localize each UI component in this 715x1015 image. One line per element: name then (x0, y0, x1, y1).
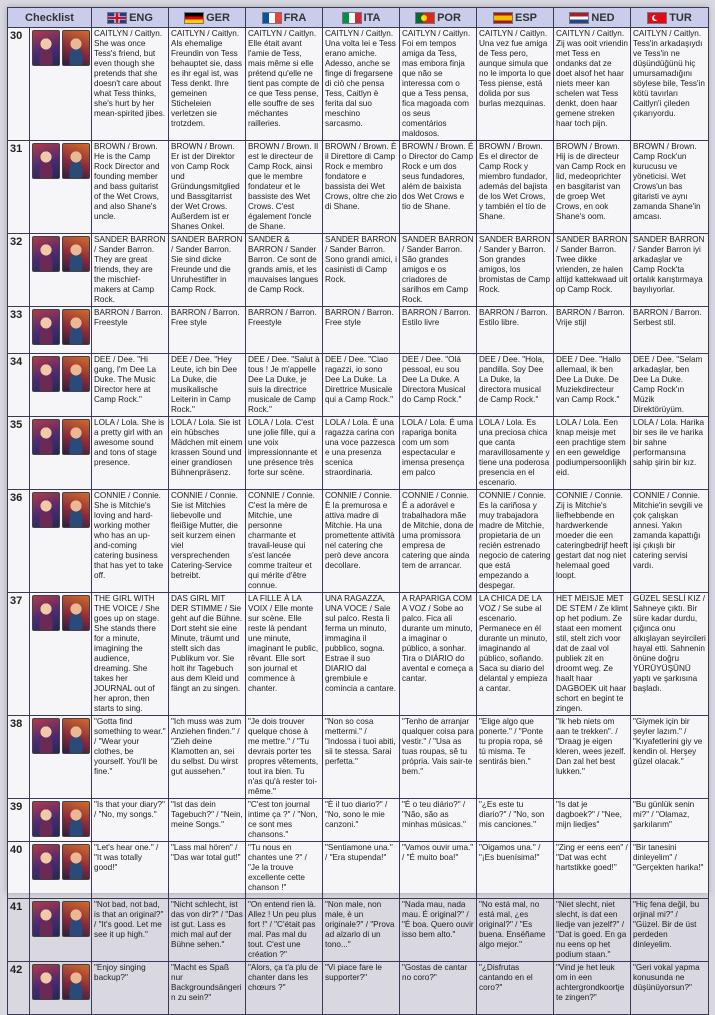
description-por: "É o teu diário?" / "Não, são as minhas músicas." (400, 799, 477, 842)
description-ita: "È il tuo diario?" / "No, sono le mie canzoni." (323, 799, 400, 842)
table-row (8, 593, 709, 716)
description-ita: BARRON / Barron. Free style (323, 307, 400, 354)
description-ger: CONNIE / Connie. Sie ist Mitchies liebevolle und fleißige Mutter, die seit kurzem einen viel versprechenden Catering-Service betreibt. (169, 490, 246, 593)
card-images (30, 899, 92, 962)
card-number: 35 (8, 417, 30, 490)
description-ned: "Ik heb niets om aan te trekken". / "Draag je eigen kleren, wees jezelf. Dan zal het best lukken." (554, 716, 631, 799)
card-front-thumbnail (32, 595, 60, 631)
spain-flag-icon (493, 12, 513, 24)
card-number: 30 (8, 28, 30, 141)
description-por: CONNIE / Connie. É a adorável e trabalhadora mãe de Mitchie, dona de uma promissora empresa de catering que ainda tem de arrancar. (400, 490, 477, 593)
lang-code: TUR (669, 11, 692, 24)
checklist-title: Checklist (25, 11, 74, 24)
description-eng: CONNIE / Connie. She is Mitchie's loving and hard-working mother who has an up-and-coming catering business that has yet to take off. (92, 490, 169, 593)
description-por: "Nada mau, nada mau. É original?" / "É boa. Quero ouvir isso bem alto." (400, 899, 477, 962)
description-esp: SANDER BARRON / Sander y Barron. Son grandes amigos, los bromistas de Camp Rock. (477, 234, 554, 307)
card-back-thumbnail (62, 236, 90, 272)
description-eng: "Is that your diary?" / "No, my songs." (92, 799, 169, 842)
lang-code: NED (591, 11, 615, 24)
table-row (8, 354, 709, 417)
description-por: "Tenho de arranjar qualquer coisa para vestir." / "Usa as tuas roupas, sê tu própria. Vais sair-te bem." (400, 716, 477, 799)
table-row (8, 234, 709, 307)
card-number: 38 (8, 716, 30, 799)
description-esp: BROWN / Brown. Es el director de Camp Rock y miembro fundador, además del bajista de los Wet Crows, y también el tío de Shane. (477, 141, 554, 234)
description-ned: DEE / Dee. "Hallo allemaal, ik ben Dee La Duke. De Muziekdirecteur van Camp Rock." (554, 354, 631, 417)
description-fra: BROWN / Brown. Il est le directeur de Camp Rock, ainsi que le membre fondateur et le bassiste des Wet Crows. C'est également l'oncle de Shane. (246, 141, 323, 234)
lang-header-fra (246, 8, 323, 28)
table-row (8, 962, 709, 1015)
card-back-thumbnail (62, 964, 90, 1000)
description-por: A RAPARIGA COM A VOZ / Sobe ao palco. Fica ali durante um minuto, a imaginar o público, a sonhar. Tira o DIÁRIO do avental e começa a cantar. (400, 593, 477, 716)
lang-header-ita (323, 8, 400, 28)
card-back-thumbnail (62, 595, 90, 631)
description-esp: "¿Disfrutas cantando en el coro?" (477, 962, 554, 1015)
description-por: "Vamos ouvir uma." / "É muito boa!" (400, 842, 477, 899)
description-fra: "Je dois trouver quelque chose à me mettre." / "Tu devrais porter tes propres vêtements, tout ira bien. Tu n'as qu'à rester toi-même." (246, 716, 323, 799)
description-tur: "Bir tanesini dinleyelim" / "Gerçekten harika!" (631, 842, 709, 899)
netherlands-flag-icon (569, 12, 589, 24)
table-row (8, 799, 709, 842)
table-row (8, 141, 709, 234)
description-por: DEE / Dee. "Olá pessoal, eu sou Dee La Duke. A Directora Musical do Camp Rock." (400, 354, 477, 417)
description-tur: CONNIE / Connie. Mitchie'in sevgili ve çok çalışkan annesi. Yakın zamanda kapattığı işi çıkışlı bir catering servisi vardı. (631, 490, 709, 593)
description-fra: "On entend rien là. Allez ! Un peu plus fort !" / "C'était pas mal. Pas mal du tout. C'est une création ?" (246, 899, 323, 962)
description-fra: "C'est ton journal intime ça ?" / "Non, ce sont mes chansons." (246, 799, 323, 842)
description-fra: "Tu nous en chantes une ?" / "Je la trouve excellente cette chanson !" (246, 842, 323, 899)
card-images (30, 234, 92, 307)
card-number: 39 (8, 799, 30, 842)
description-ger: DEE / Dee. "Hey Leute, ich bin Dee La Duke, die musikalische Leiterin in Camp Rock." (169, 354, 246, 417)
table-row (8, 899, 709, 962)
description-esp: "Oigamos una." / "¡Es buenísima!" (477, 842, 554, 899)
card-front-thumbnail (32, 236, 60, 272)
description-por: CAITLYN / Caitlyn. Foi em tempos amiga da Tess, mas embora finja que não se interessa com o que a Tess pensa, fica magoada com os seus comentários maldosos. (400, 28, 477, 141)
card-number: 41 (8, 899, 30, 962)
checklist-body (8, 28, 709, 1015)
description-fra: LA FILLE À LA VOIX / Elle monte sur scène. Elle reste là pendant une minute, imaginant le public, rêvant. Elle sort son journal et commence à chanter. (246, 593, 323, 716)
description-ita: UNA RAGAZZA, UNA VOCE / Sale sul palco. Resta lì ferma un minuto, immagina il pubblico, sogna. Estrae il suo DIARIO dal grembiule e comincia a cantare. (323, 593, 400, 716)
description-ned: HET MEISJE MET DE STEM / Ze klimt op het podium. Ze staat een moment stil, stelt zich voor dat de zaal vol publiek zit en droomt weg. Ze haalt haar DAGBOEK uit haar schort en begint te zingen. (554, 593, 631, 716)
card-images (30, 28, 92, 141)
lang-header-eng (92, 8, 169, 28)
card-front-thumbnail (32, 964, 60, 1000)
description-ita: LOLA / Lola. È una ragazza carina con una voce pazzesca e una presenza scenica straordinaria. (323, 417, 400, 490)
card-number: 37 (8, 593, 30, 716)
table-row (8, 307, 709, 354)
description-fra: "Alors, ça t'a plu de chanter dans les chœurs ?" (246, 962, 323, 1015)
card-back-thumbnail (62, 309, 90, 345)
description-ger: LOLA / Lola. Sie ist ein hübsches Mädchen mit einem krassen Sound und einer grandiosen Bühnenpräsenz. (169, 417, 246, 490)
title-cell (8, 8, 92, 28)
description-eng: "Not bad, not bad, is that an original?" / "It's good. Let me see it up high." (92, 899, 169, 962)
description-ned: BROWN / Brown. Hij is de directeur van Camp Rock en lid, medeoprichter en basgitarist van de groep Wet Crows, en ook Shane's oom. (554, 141, 631, 234)
description-fra: CONNIE / Connie. C'est la mère de Mitchie, une personne charmante et travail-leuse qui s'est lancée comme traiteur et qui mérite d'être connue. (246, 490, 323, 593)
description-ita: BROWN / Brown. È il Direttore di Camp Rock e membro fondatore e bassista dei Wet Crows, oltre che zio di Shane. (323, 141, 400, 234)
lang-header-ger (169, 8, 246, 28)
description-esp: LA CHICA DE LA VOZ / Se sube al escenario. Permanece en él durante un minuto, imaginando al público, soñando. Saca su diario del delantal y empieza a cantar. (477, 593, 554, 716)
description-tur: SANDER BARRON / Sander Barron iyi arkadaşlar ve Camp Rock'ta ortalık karıştırmaya bayılıyorlar. (631, 234, 709, 307)
description-esp: BARRON / Barron. Estilo libre. (477, 307, 554, 354)
description-fra: CAITLYN / Caitlyn. Elle était avant l'amie de Tess, mais même si elle prétend qu'elle ne tient pas compte de ce que Tess pense, elle souffre de ses méchantes railleries. (246, 28, 323, 141)
description-por: "Gostas de cantar no coro?" (400, 962, 477, 1015)
description-eng: SANDER BARRON / Sander Barron. They are great friends, they are the mischief-makers at Camp Rock. (92, 234, 169, 307)
description-por: BROWN / Brown. É o Director do Camp Rock e um dos seus fundadores, além de baixista dos Wet Crows e tio de Shane. (400, 141, 477, 234)
description-fra: DEE / Dee. "Salut à tous ! Je m'appelle Dee La Duke, je suis la directrice musicale de Camp Rock." (246, 354, 323, 417)
description-tur: "Bu günlük senin mi?" / "Olamaz, şarkılarım" (631, 799, 709, 842)
card-images (30, 417, 92, 490)
lang-header-tur (631, 8, 709, 28)
lang-code: ENG (129, 11, 153, 24)
card-front-thumbnail (32, 419, 60, 455)
description-esp: CONNIE / Connie. Es la cariñosa y muy trabajadora madre de Mitchie, propietaria de un recién estrenado negocio de catering que está empezando a despegar. (477, 490, 554, 593)
description-ita: CONNIE / Connie. È la premurosa e attiva madre di Mitchie. Ha una promettente attività nel catering che però deve ancora decollare. (323, 490, 400, 593)
description-tur: BROWN / Brown. Camp Rock'un kurucusu ve yöneticisi. Wet Crows'un bas gitaristi ve aynı zamanda Shane'in amcası. (631, 141, 709, 234)
card-images (30, 307, 92, 354)
description-ned: LOLA / Lola. Een knap meisje met een prachtige stem en een geweldige podiumpersoonlijkheid. (554, 417, 631, 490)
description-ned: "Niet slecht, niet slecht, is dat een liedje van jezelf?" / "Dat is goed. En ga nu eens op het podium staan." (554, 899, 631, 962)
card-images (30, 141, 92, 234)
description-ned: CONNIE / Connie. Zij is Mitchie's liefhebbende en hardwerkende moeder die een cateringbedrijf heeft gestart dat nog niet helemaal goed loopt. (554, 490, 631, 593)
description-esp: LOLA / Lola. Es una preciosa chica que canta maravillosamente y tiene una poderosa presencia en el escenario. (477, 417, 554, 490)
description-ned: "Is dat je dagboek?" / "Nee, mijn liedjes" (554, 799, 631, 842)
description-esp: CAITLYN / Caitlyn. Una vez fue amiga de Tess pero, aunque simula que no le importa lo que Tess piense, está dolida por sus burlas mezquinas. (477, 28, 554, 141)
description-eng: "Gotta find something to wear." / "Wear your clothes, be yourself. You'll be fine." (92, 716, 169, 799)
description-tur: GÜZEL SESLİ KIZ / Sahneye çıktı. Bir süre kadar durdu, çığınca onu alkışlayan seyircileri hayal etti. Sahnenin önüne doğru YÜRÜYÜŞÜNÜ yaptı ve şarkısına başladı. (631, 593, 709, 716)
description-esp: "No está mal, no está mal, ¿es original?" / "Es buena. Enséñame algo mejor." (477, 899, 554, 962)
description-eng: "Let's hear one." / "It was totally good!" (92, 842, 169, 899)
france-flag-icon (262, 12, 282, 24)
lang-code: FRA (283, 11, 307, 24)
description-fra: LOLA / Lola. C'est une jolie fille, qui a une voix impressionnante et une présence très forte sur scène. (246, 417, 323, 490)
description-ita: SANDER BARRON / Sander Barron. Sono grandi amici, i casinisti di Camp Rock. (323, 234, 400, 307)
card-number: 32 (8, 234, 30, 307)
turkey-flag-icon (647, 12, 667, 24)
description-por: SANDER BARRON / Sander Barron. São grandes amigos e os criadores de sarilhos em Camp Rock. (400, 234, 477, 307)
card-images (30, 593, 92, 716)
description-eng: BARRON / Barron. Freestyle (92, 307, 169, 354)
card-back-thumbnail (62, 356, 90, 392)
description-tur: "Hiç fena değil, bu orjinal mi?" / "Güzel. Bir de üst perdeden dinleyelim. (631, 899, 709, 962)
description-ger: SANDER BARRON / Sander Barron. Sie sind dicke Freunde und die Unruhestifter in Camp Rock. (169, 234, 246, 307)
description-ita: "Vi piace fare le supporter?" (323, 962, 400, 1015)
checklist-table (7, 7, 709, 1015)
description-ita: "Sentiamone una." / "Era stupenda!" (323, 842, 400, 899)
card-front-thumbnail (32, 143, 60, 179)
description-tur: "Geri vokal yapma konusunda ne düşünüyorsun?" (631, 962, 709, 1015)
description-eng: CAITLYN / Caitlyn. She was once Tess's friend, but even though she pretends that she doesn't care about what Tess thinks, she's hurt by her mean-spirited jibes. (92, 28, 169, 141)
lang-code: POR (437, 11, 461, 24)
description-ger: CAITLYN / Caitlyn. Als ehemalige Freundin von Tess behauptet sie, dass es ihr egal ist, was Tess denkt. Ihre gemeinen Sticheleien verletzen sie trotzdem. (169, 28, 246, 141)
lang-header-esp (477, 8, 554, 28)
description-ita: CAITLYN / Caitlyn. Una volta lei e Tess erano amiche. Adesso, anche se finge di fregarsene di ciò che pensa Tess, Caitlyn è ferita dal suo meschino sarcasmo. (323, 28, 400, 141)
card-number: 31 (8, 141, 30, 234)
lang-code: ESP (515, 11, 538, 24)
card-front-thumbnail (32, 801, 60, 837)
description-ger: DAS GIRL MIT DER STIMME / Sie geht auf die Bühne. Dort steht sie eine Minute, träumt und stellt sich das Publikum vor. Sie holt ihr Tagebuch aus dem Kleid und fängt an zu singen. (169, 593, 246, 716)
card-images (30, 962, 92, 1015)
description-tur: LOLA / Lola. Harika bir ses ile ve harika bir sahne performansına sahip şirin bir kız. (631, 417, 709, 490)
description-ger: "Nicht schlecht, ist das von dir?" / "Das ist gut. Lass es mich mal auf der Bühne sehen." (169, 899, 246, 962)
description-eng: BROWN / Brown. He is the Camp Rock Director and founding member and bass guitarist of the Wet Crows, and also Shane's uncle. (92, 141, 169, 234)
description-ger: BROWN / Brown. Er ist der Direktor von Camp Rock und Gründungsmitglied und Bassgitarrist der Wet Crows. Außerdem ist er Shanes Onkel. (169, 141, 246, 234)
description-eng: LOLA / Lola. She is a pretty girl with an awesome sound and tons of stage presence. (92, 417, 169, 490)
card-front-thumbnail (32, 901, 60, 937)
card-back-thumbnail (62, 30, 90, 66)
description-por: LOLA / Lola. É uma rapariga bonita com um som espectacular e imensa presença em palco (400, 417, 477, 490)
card-back-thumbnail (62, 419, 90, 455)
lang-code: GER (206, 11, 230, 24)
description-esp: "¿Es este tu diario?" / "No, son mis canciones." (477, 799, 554, 842)
description-ned: CAITLYN / Caitlyn. Zij was ooit vriendin met Tess en ondanks dat ze doet alsof het haar niets meer kan schelen wat Tess denkt, doen haar gemene streken haar toch pijn. (554, 28, 631, 141)
card-back-thumbnail (62, 143, 90, 179)
description-ger: BARRON / Barron. Free style (169, 307, 246, 354)
description-ned: "Zing er eens een" / "Dat was echt hartstikke goed!" (554, 842, 631, 899)
description-ger: "Lass mal hören" / "Das war total gut!" (169, 842, 246, 899)
germany-flag-icon (184, 12, 204, 24)
card-front-thumbnail (32, 309, 60, 345)
description-ned: "Vind je het leuk om in een achtergrondkoortje te zingen?" (554, 962, 631, 1015)
card-number: 42 (8, 962, 30, 1015)
card-back-thumbnail (62, 492, 90, 528)
description-fra: SANDER & BARRON / Sander Barron. Ce sont de grands amis, et les mauvaises langues de Camp Rock. (246, 234, 323, 307)
card-back-thumbnail (62, 844, 90, 880)
description-eng: "Enjoy singing backup?" (92, 962, 169, 1015)
card-images (30, 490, 92, 593)
description-tur: DEE / Dee. "Selam arkadaşlar, ben Dee La Duke. Camp Rock'ın Müzik Direktörüyüm. (631, 354, 709, 417)
card-number: 40 (8, 842, 30, 899)
lang-header-por (400, 8, 477, 28)
description-por: BARRON / Barron. Estilo livre (400, 307, 477, 354)
description-eng: THE GIRL WITH THE VOICE / She goes up on stage. She stands there for a minute, imagining the audience, dreaming. She takes her JOURNAL out of her apron, then starts to sing. (92, 593, 169, 716)
portugal-flag-icon (415, 12, 435, 24)
card-images (30, 354, 92, 417)
italy-flag-icon (342, 12, 362, 24)
card-front-thumbnail (32, 844, 60, 880)
card-images (30, 842, 92, 899)
description-ger: "Macht es Spaß nur Backgroundsängerin zu sein?" (169, 962, 246, 1015)
description-tur: BARRON / Barron. Serbest stil. (631, 307, 709, 354)
description-ita: "Non male, non male, è un originale?" / "Prova ad alzarlo di un tono..." (323, 899, 400, 962)
checklist-sheet (7, 7, 708, 1002)
table-row (8, 716, 709, 799)
card-back-thumbnail (62, 901, 90, 937)
description-ita: DEE / Dee. "Ciao ragazzi, io sono Dee La Duke. La Direttrice Musicale qui a Camp Rock." (323, 354, 400, 417)
table-row (8, 842, 709, 899)
card-back-thumbnail (62, 801, 90, 837)
lang-code: ITA (363, 11, 381, 24)
lang-header-ned (554, 8, 631, 28)
card-front-thumbnail (32, 718, 60, 754)
table-row (8, 28, 709, 141)
description-tur: "Giymek için bir şeyler lazım." / "Kıyafetlerini giy ve kendin ol. Herşey güzel olacak." (631, 716, 709, 799)
table-row (8, 490, 709, 593)
description-fra: BARRON / Barron. Freestyle (246, 307, 323, 354)
description-ned: BARRON / Barron. Vrije stijl (554, 307, 631, 354)
card-front-thumbnail (32, 356, 60, 392)
header-row (8, 8, 709, 28)
card-back-thumbnail (62, 718, 90, 754)
description-esp: "Elige algo que ponerte." / "Ponte tu propia ropa, sé tú misma. Te sentirás bien." (477, 716, 554, 799)
description-ger: "Ich muss was zum Anziehen finden." / "Zieh deine Klamotten an, sei du selbst. Du wirst gut aussehen." (169, 716, 246, 799)
description-ita: "Non so cosa mettermi." / "Indossa i tuoi abiti, sii te stessa. Sarai perfetta." (323, 716, 400, 799)
description-ned: SANDER BARRON / Sander Barron. Twee dikke vrienden, ze halen altijd kattekwaad uit op Camp Rock. (554, 234, 631, 307)
description-ger: "Ist das dein Tagebuch?" / "Nein, meine Songs." (169, 799, 246, 842)
table-row (8, 417, 709, 490)
description-eng: DEE / Dee. "Hi gang, I'm Dee La Duke. The Music Director here at Camp Rock." (92, 354, 169, 417)
uk-flag-icon (107, 12, 127, 24)
card-front-thumbnail (32, 30, 60, 66)
description-tur: CAITLYN / Caitlyn. Tess'in arkadaşıydı ve Tess'in ne düşündüğünü hiç umursamadığını söylese bile, Tess'in kötü tavırları Caitlyn'i çileden çıkarıyordu. (631, 28, 709, 141)
card-images (30, 799, 92, 842)
card-number: 34 (8, 354, 30, 417)
card-number: 33 (8, 307, 30, 354)
card-front-thumbnail (32, 492, 60, 528)
card-images (30, 716, 92, 799)
description-esp: DEE / Dee. "Hola, pandilla. Soy Dee La Duke, la directora musical de Camp Rock." (477, 354, 554, 417)
card-number: 36 (8, 490, 30, 593)
